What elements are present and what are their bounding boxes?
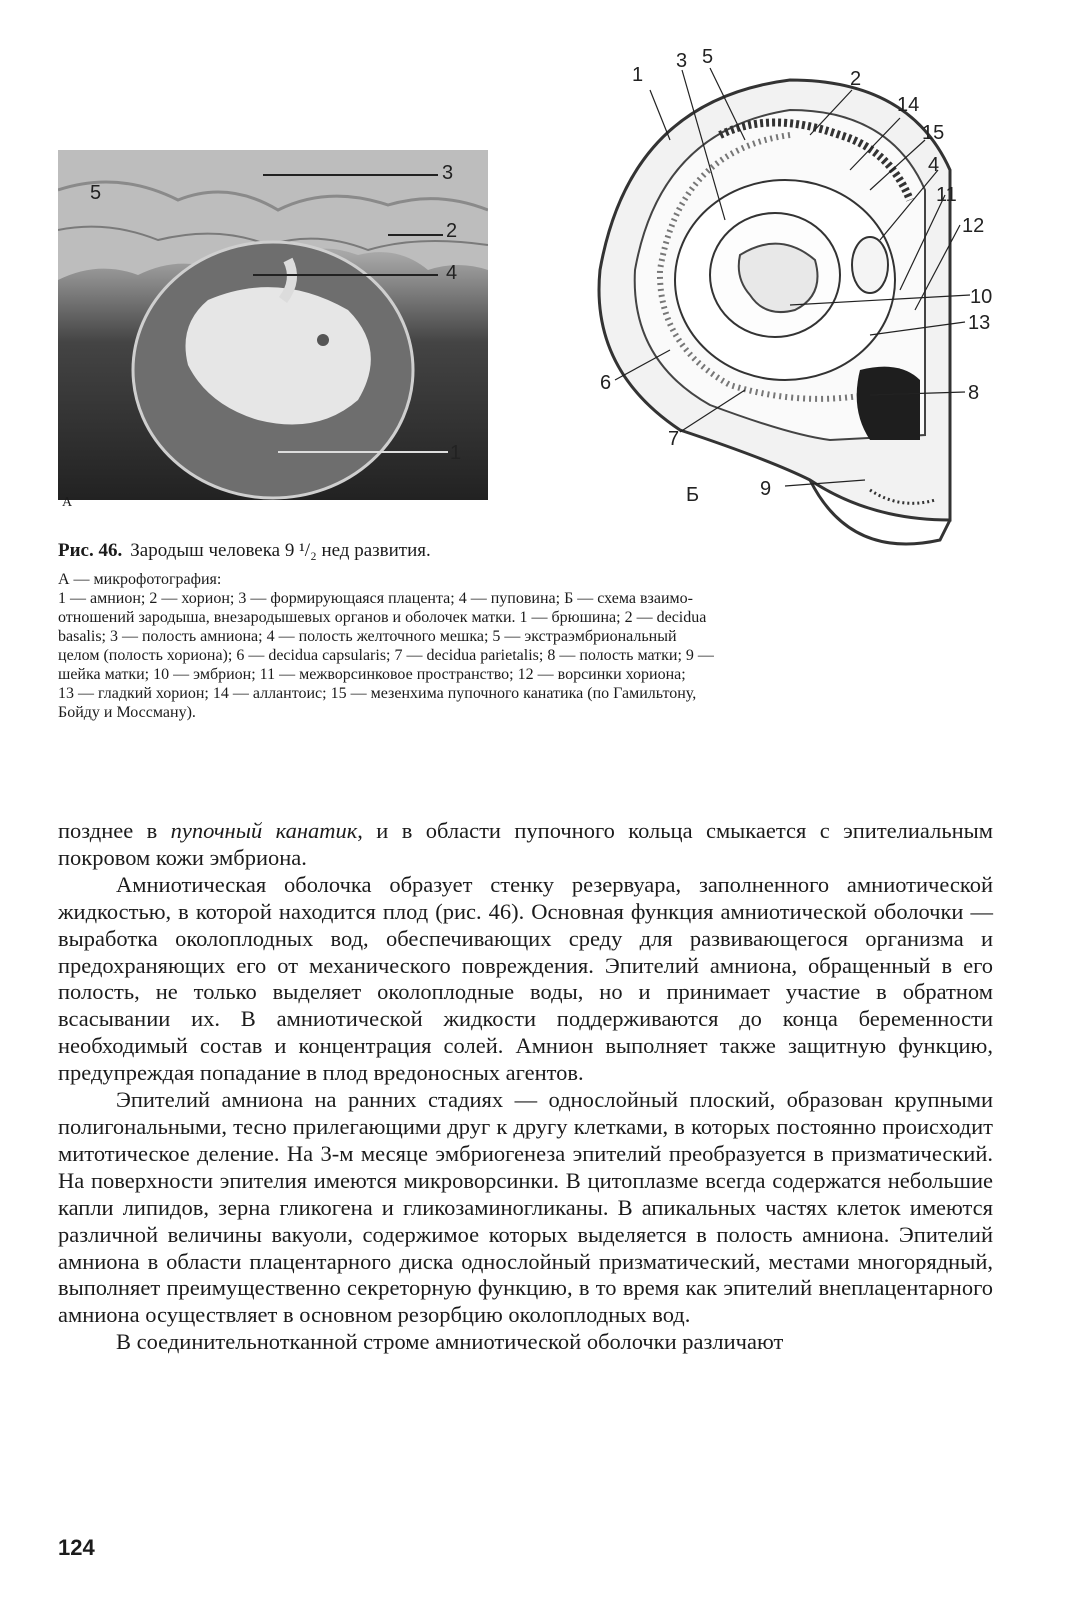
photo-label-1: 1 <box>450 442 462 464</box>
schema-label-2: 2 <box>850 68 862 90</box>
uterus-schema <box>570 40 1010 560</box>
caption-line: 1 — амнион; 2 — хорион; 3 — формирующаяся плацента; 4 — пуповина; Б — схема взаимо- <box>58 590 693 607</box>
photo-letter-a: А <box>62 495 73 510</box>
schema-label-9: 9 <box>760 478 772 500</box>
paragraph-1-end: , и в области пупочного кольца смыкается с эпителиальным покровом кожи эмбриона. <box>58 818 993 870</box>
schema-label-12: 12 <box>962 215 985 237</box>
photo-label-5: 5 <box>90 182 102 204</box>
schema-label-7: 7 <box>668 428 680 450</box>
schema-letter-b: Б <box>686 484 700 506</box>
paragraph-3: Эпителий амниона на ранних стадиях — однослойный плоский, образован крупными полигональными, тесно прилегающими друг к другу клетками, в которых постоянно происходит митотическое деление. На 3-м месяце эмбриогенеза эпителий преобразуется в призматический. На поверхности эпителия имеются микроворсинки. В цитоплазме всегда содержатся небольшие капли липидов, зерна гликогена и гликозаминогликаны. В апикальных частях клеток имеются различной величины вакуоли, содержимое которых выделяется в полость амниона. Эпителий амниона в области плацентарного диска однослойный призматический, местами многорядный, выполняет преимущественно секреторную функцию, в то время как эпителий внеплацентарного амниона осуществляет в основном резорбцию околоплодных вод. <box>58 1087 993 1328</box>
photo-label-2: 2 <box>446 220 458 242</box>
figure-caption-title <box>58 540 431 562</box>
schema-label-15: 15 <box>922 122 945 144</box>
photo-label-3: 3 <box>442 162 454 184</box>
caption-line: Бойду и Моссману). <box>58 704 196 721</box>
schema-label-6: 6 <box>600 372 612 394</box>
figure-caption-body <box>58 570 993 722</box>
schema-label-1: 1 <box>632 64 644 86</box>
schema-label-3: 3 <box>676 50 688 72</box>
page-number: 124 <box>58 1535 95 1560</box>
caption-line: basalis; 3 — полость амниона; 4 — полость желточного мешка; 5 — экстраэмбриональный <box>58 628 677 645</box>
figure-number: Рис. 46. <box>58 540 123 561</box>
schema-label-4: 4 <box>928 154 940 176</box>
photo-label-4: 4 <box>446 262 458 284</box>
caption-line: 13 — гладкий хорион; 14 — аллантоис; 15 — мезенхима пупочного канатика (по Гамильтону, <box>58 685 697 702</box>
figure-title: Зародыш человека 9 ¹/₂ нед развития. <box>130 540 431 561</box>
caption-line: отношений зародыша, внезародышевых органов и оболочек матки. 1 — брюшина; 2 — decidua <box>58 609 707 626</box>
schema-label-5: 5 <box>702 46 714 68</box>
caption-line: шейка матки; 10 — эмбрион; 11 — межворсинковое пространство; 12 — ворсинки хориона; <box>58 666 686 683</box>
paragraph-1 <box>58 818 993 872</box>
caption-line: А — микрофотография: <box>58 571 222 588</box>
schema-label-13: 13 <box>968 312 991 334</box>
schema-label-11: 11 <box>936 184 957 206</box>
paragraph-2: Амниотическая оболочка образует стенку резервуара, заполненного амниотической жидкостью, в которой находится плод (рис. 46). Основная функция амниотической оболочки — выработка околоплодных вод, обеспечивающих среду для развивающегося организма и предохраняющих его от механического повреждения. Эпителий амниона, обращенный в его полость, не только выделяет околоплодные воды, но и принимает участие в обратном всасывании их. В амниотической жидкости поддерживаются до конца беременности необходимый состав и концентрация солей. Амнион выполняет также защитную функцию, предупреждая попадание в плод вредоносных агентов. <box>58 871 993 1086</box>
paragraph-1-italic-term: пупочный канатик <box>170 818 358 843</box>
caption-line: целом (полость хориона); 6 — decidua capsularis; 7 — decidua parietalis; 8 — полость матки; 9 — <box>58 647 714 664</box>
paragraph-1-start: позднее в <box>58 818 171 843</box>
micrograph-embryo <box>58 150 488 500</box>
paragraph-4: В соединительнотканной строме амниотической оболочки различают <box>116 1329 784 1355</box>
schema-label-14: 14 <box>897 94 920 116</box>
schema-label-10: 10 <box>970 286 993 308</box>
schema-label-8: 8 <box>968 382 980 404</box>
body-text <box>58 818 993 1356</box>
